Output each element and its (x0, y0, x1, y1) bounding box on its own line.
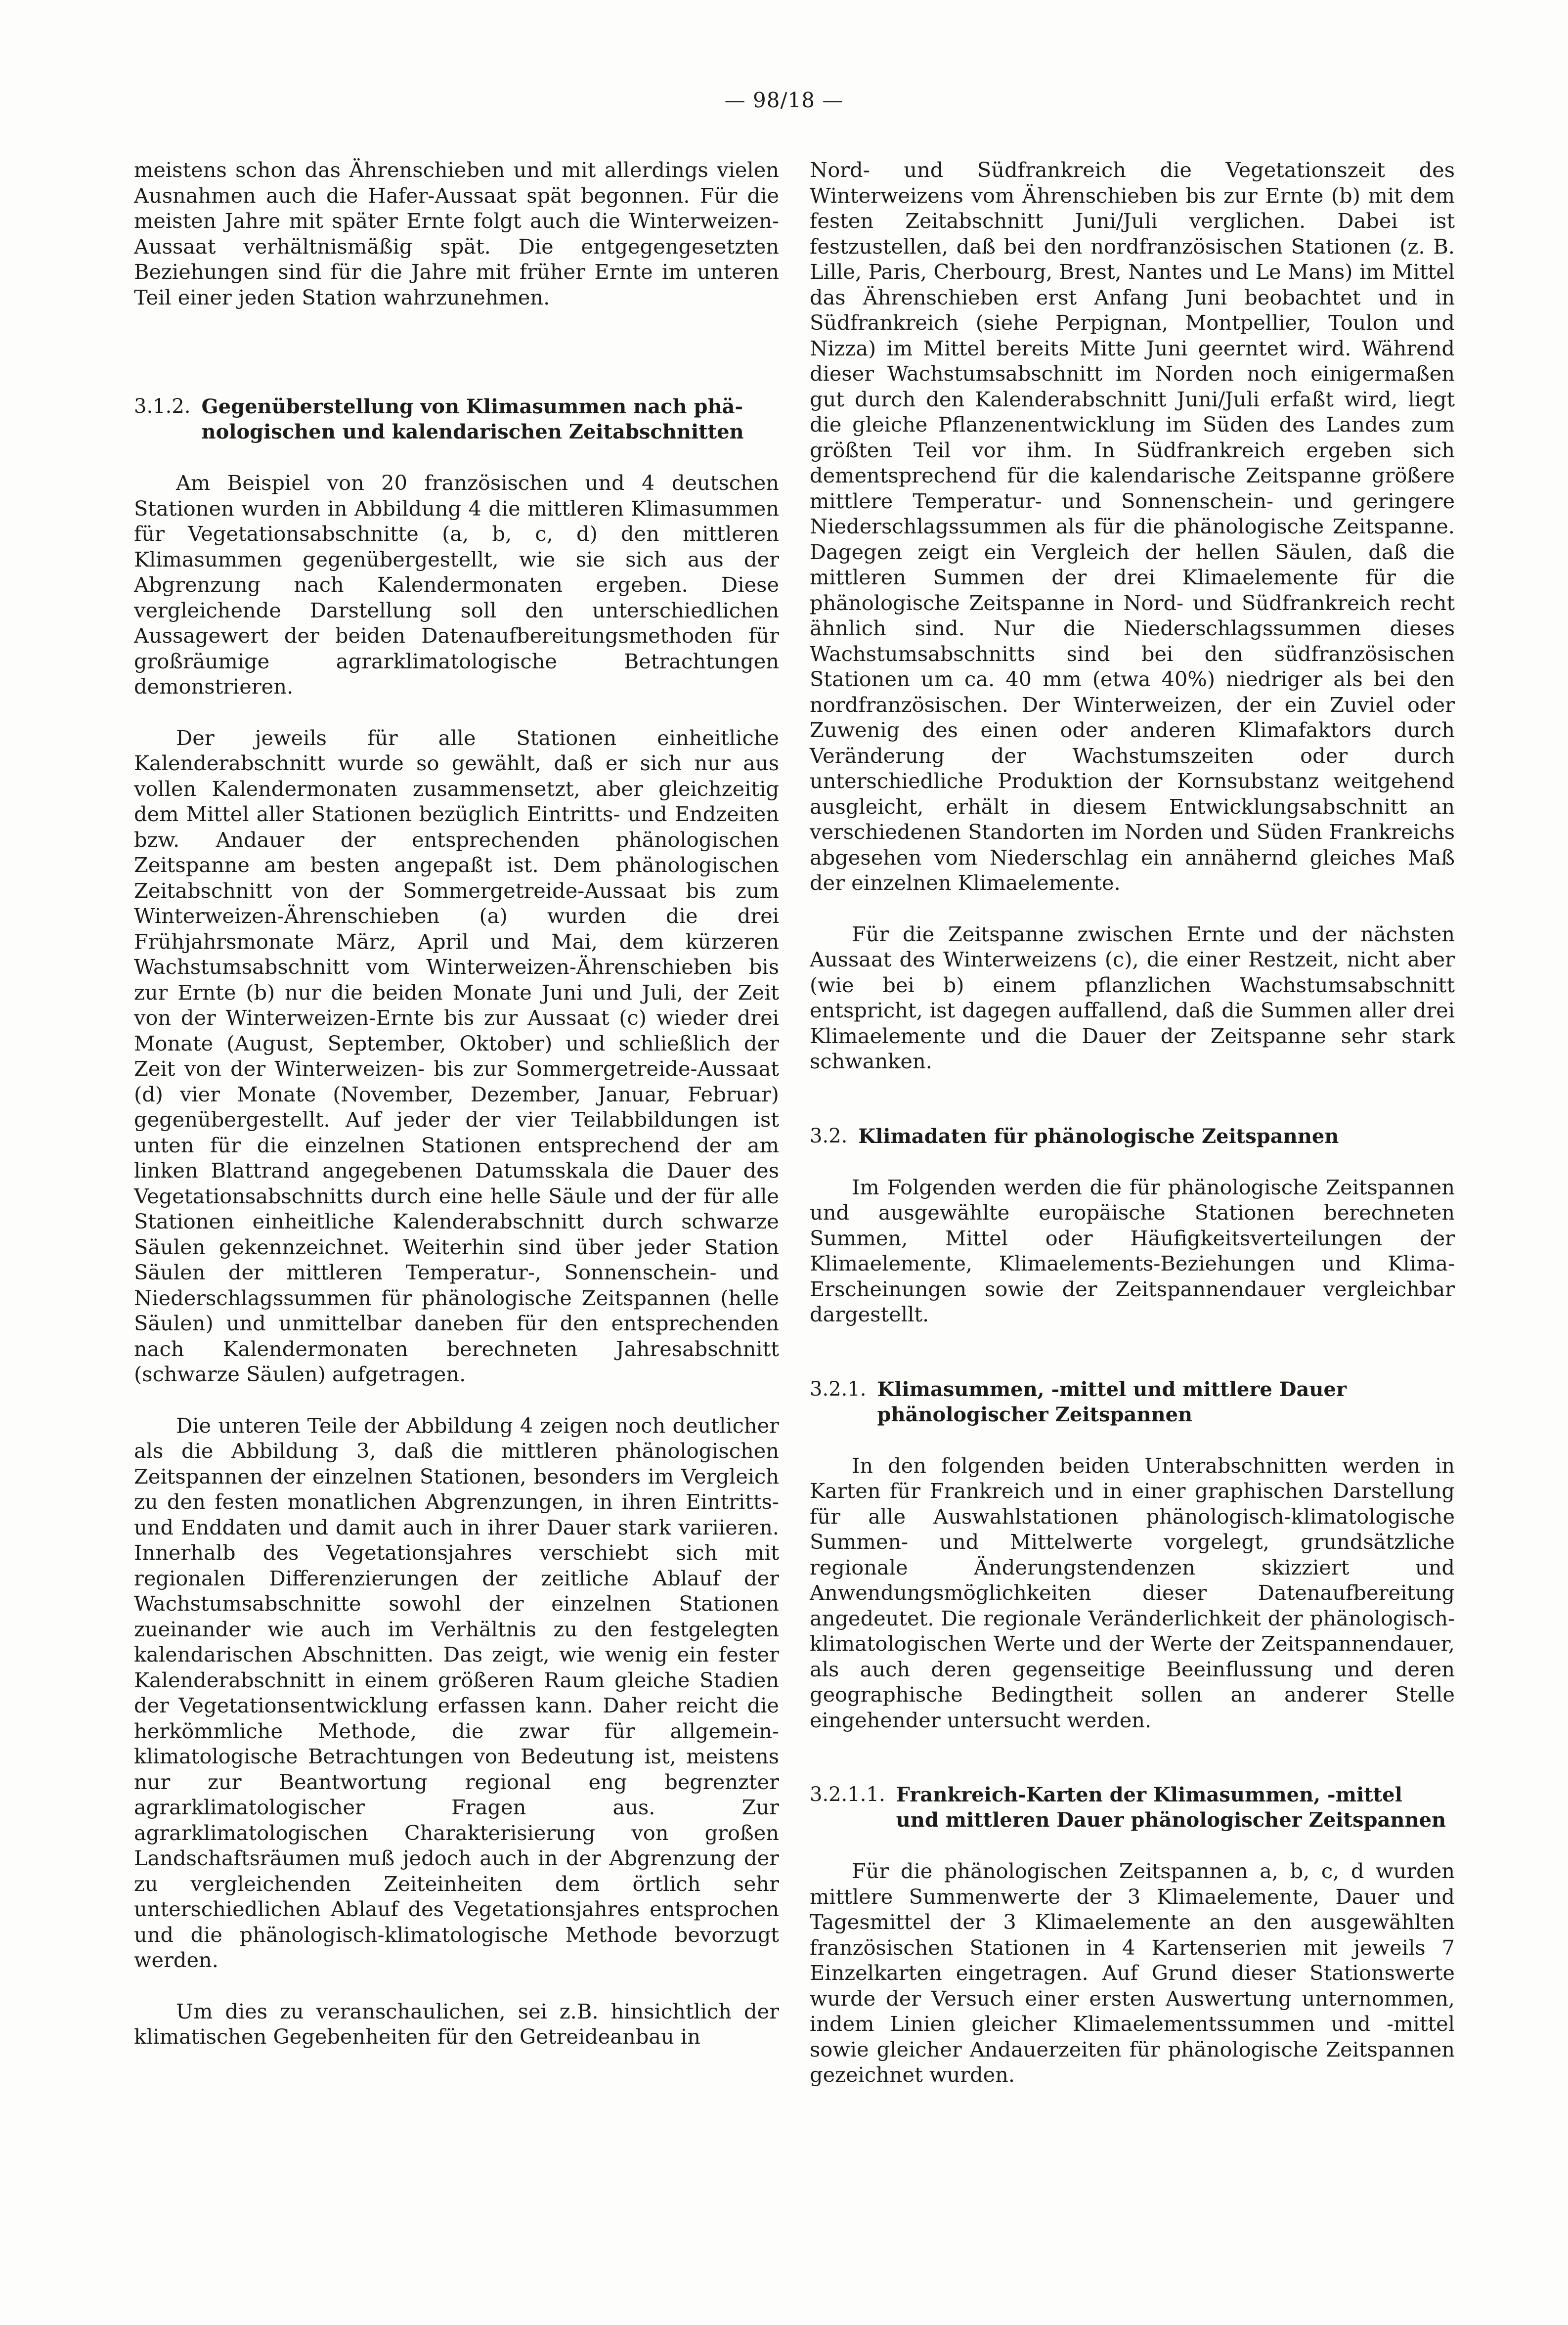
paragraph-intro: meistens schon das Ährenschieben und mit allerdings vielen Ausnahmen auch die Hafer-Aussaat spät begonnen. Für die meisten Jahre mit später Ernte folgt auch die Winterweizen-Aussaat verhältnismäßig spät. Die entgegengesetzten Beziehungen sind für die Jahre mit früher Ernte im unteren Teil einer jeden Station wahrzunehmen. (134, 158, 779, 309)
section-heading-3-1-2 (134, 394, 779, 444)
paragraph-1: Am Beispiel von 20 französischen und 4 deutschen Stationen wurden in Abbildung 4 die mittleren Klimasummen für Vegetationsabschnitte (a, b, c, d) den mittleren Klimasummen gegenübergestellt, wie sie sich aus der Abgrenzung nach Kalendermonaten ergeben. Diese vergleichende Darstellung soll den unterschiedlichen Aussagewert der beiden Datenaufbereitungsmethoden für großräumige agrarklimatologische Betrachtungen demonstrieren. (134, 471, 779, 699)
section-heading-3-2 (810, 1124, 1455, 1149)
section-title (896, 1782, 1455, 1833)
section-number: 3.2. (810, 1124, 848, 1147)
paragraph-4: Um dies zu veranschaulichen, sei z.B. hinsichtlich der klimatischen Gegebenheiten für den Getreideanbau in (134, 1999, 779, 2049)
section-title (202, 394, 780, 444)
section-title: Klimadaten für phänologische Zeitspannen (858, 1124, 1339, 1148)
paragraph-continuation: Nord- und Südfrankreich die Vegetationszeit des Winterweizens vom Ährenschieben bis zur Ernte (b) mit dem festen Zeitabschnitt Juni/Juli verglichen. Dabei ist festzustellen, daß bei den nordfranzösischen Stationen (z. B. Lille, Paris, Cherbourg, Brest, Nantes und Le Mans) im Mittel das Ährenschieben erst Anfang Juni beobachtet und in Südfrankreich (siehe Perpignan, Montpellier, Toulon und Nizza) im Mittel bereits Mitte Juni geerntet wird. Während dieser Wachstumsabschnitt im Norden noch einigermaßen gut durch den Kalenderabschnitt Juni/Juli erfaßt wird, liegt die gleiche Pflanzenentwicklung im Süden des Landes zum größten Teil vor ihm. In Südfrankreich ergeben sich dementsprechend für die kalendarische Zeitspanne größere mittlere Temperatur- und Sonnenschein- und geringere Niederschlagssummen als für die phänologische Zeitspanne. Dagegen zeigt ein Vergleich der hellen Säulen, daß die mittleren Summen der drei Klimaelemente für die phänologische Zeitspanne in Nord- und Südfrankreich recht ähnlich sind. Nur die Niederschlagssummen dieses Wachstumsabschnitts sind bei den südfranzösischen Stationen um ca. 40 mm (etwa 40%) niedriger als bei den nordfranzösischen. Der Winterweizen, der ein Zuviel oder Zuwenig des einen oder anderen Klimafaktors durch Veränderung der Wachstumszeiten oder durch unterschiedliche Produktion der Kornsubstanz weitgehend ausgleicht, erhält in diesem Entwicklungsabschnitt an verschiedenen Standorten im Norden und Süden Frankreichs abgesehen vom Niederschlag ein annähernd gleiches Maß der einzelnen Klimaelemente. (810, 158, 1455, 895)
paragraph-3-2: Im Folgenden werden die für phänologische Zeitspannen und ausgewählte europäische Stationen berechneten Summen, Mittel oder Häufigkeitsverteilungen der Klimaelemente, Klimaelements-Beziehungen und Klima-Erscheinungen sowie der Zeitspannendauer vergleichbar dargestellt. (810, 1175, 1455, 1326)
section-title-line-1: Frankreich-Karten der Klimasummen, -mittel (896, 1783, 1402, 1806)
section-title-line-2: und mittleren Dauer phänologischer Zeitspannen (896, 1808, 1446, 1832)
section-number: 3.2.1.1. (810, 1783, 885, 1806)
section-number: 3.2.1. (810, 1377, 867, 1401)
section-title-line-2: phänologischer Zeitspannen (877, 1403, 1193, 1426)
paragraph-3: Die unteren Teile der Abbildung 4 zeigen noch deutlicher als die Abbildung 3, daß die mittleren phänologischen Zeitspannen der einzelnen Stationen, besonders im Vergleich zu den festen monatlichen Abgrenzungen, in ihren Eintritts- und Enddaten und damit auch in ihrer Dauer stark variieren. Innerhalb des Vegetationsjahres verschiebt sich mit regionalen Differenzierungen der zeitliche Ablauf der Wachstumsabschnitte sowohl der einzelnen Stationen zueinander wie auch im Verhältnis zu den festgelegten kalendarischen Abschnitten. Das zeigt, wie wenig ein fester Kalenderabschnitt in einem größeren Raum gleiche Stadien der Vegetationsentwicklung erfassen kann. Daher reicht die herkömmliche Methode, die zwar für allgemein-klimatologische Betrachtungen von Bedeutung ist, meistens nur zur Beantwortung regional eng begrenzter agrarklimatologischer Fragen aus. Zur agrarklimatologischen Charakterisierung von großen Landschaftsräumen muß jedoch auch in der Abgrenzung der zu vergleichenden Zeiteinheiten dem örtlich sehr unterschiedlichen Ablauf des Vegetationsjahres entsprochen und die phänologisch-klimatologische Methode bevorzugt werden. (134, 1413, 779, 1972)
paragraph-2: Der jeweils für alle Stationen einheitliche Kalenderabschnitt wurde so gewählt, daß er sich nur aus vollen Kalendermonaten zusammensetzt, aber gleichzeitig dem Mittel aller Stationen bezüglich Eintritts- und Endzeiten bzw. Andauer der entsprechenden phänologischen Zeitspanne am besten angepaßt ist. Dem phänologischen Zeitabschnitt von der Sommergetreide-Aussaat bis zum Winterweizen-Ährenschieben (a) wurden die drei Frühjahrsmonate März, April und Mai, dem kürzeren Wachstumsabschnitt vom Winterweizen-Ährenschieben bis zur Ernte (b) nur die beiden Monate Juni und Juli, der Zeit von der Winterweizen-Ernte bis zur Aussaat (c) wieder drei Monate (August, September, Oktober) und schließlich der Zeit von der Winterweizen- bis zur Sommergetreide-Aussaat (d) vier Monate (November, Dezember, Januar, Februar) gegenübergestellt. Auf jeder der vier Teilabbildungen ist unten für die einzelnen Stationen entsprechend der am linken Blattrand angegebenen Datumsskala die Dauer des Vegetationsabschnitts durch eine helle Säule und der für alle Stationen einheitliche Kalenderabschnitt durch schwarze Säulen gekennzeichnet. Weiterhin sind über jeder Station Säulen der mittleren Temperatur-, Sonnenschein- und Niederschlagssummen für phänologische Zeitspannen (helle Säulen) und unmittelbar daneben für den entsprechenden nach Kalendermonaten berechneten Jahresabschnitt (schwarze Säulen) aufgetragen. (134, 725, 779, 1386)
paragraph-3-2-1: In den folgenden beiden Unterabschnitten werden in Karten für Frankreich und in einer graphischen Darstellung für alle Auswahlstationen phänologisch-klimatologische Summen- und Mittelwerte vorgelegt, grundsätzliche regionale Änderungstendenzen skizziert und Anwendungsmöglichkeiten dieser Datenaufbereitung angedeutet. Die regionale Veränderlichkeit der phänologisch-klimatologischen Werte und der Werte der Zeitspannendauer, als auch deren gegenseitige Beeinflussung und deren geographische Bedingtheit sollen an anderer Stelle eingehender untersucht werden. (810, 1453, 1455, 1732)
paragraph-zeitspanne: Für die Zeitspanne zwischen Ernte und der nächsten Aussaat des Winterweizens (c), die einer Restzeit, nicht aber (wie bei b) einem pflanzlichen Wachstumsabschnitt entspricht, ist dagegen auffallend, daß die Summen aller drei Klimaelemente und die Dauer der Zeitspanne sehr stark schwanken. (810, 921, 1455, 1073)
section-number: 3.1.2. (134, 395, 191, 418)
paragraph-3-2-1-1: Für die phänologischen Zeitspannen a, b, c, d wurden mittlere Summenwerte der 3 Klimaelemente, Dauer und Tagesmittel der 3 Klimaelemente an den ausgewählten französischen Stationen in 4 Kartenserien mit jeweils 7 Einzelkarten eingetragen. Auf Grund dieser Stationswerte wurde der Versuch einer ersten Auswertung unternommen, indem Linien gleicher Klimaelementssummen und -mittel sowie gleicher Andauerzeiten für phänologische Zeitspannen gezeichnet wurden. (810, 1859, 1455, 2087)
section-title-line-1: Klimasummen, -mittel und mittlere Dauer (877, 1377, 1347, 1401)
section-title-line-2: nologischen und kalendarischen Zeitabschnitten (201, 420, 744, 443)
section-heading-3-2-1 (810, 1377, 1455, 1427)
right-column (810, 157, 1455, 2088)
section-heading-3-2-1-1 (810, 1782, 1455, 1833)
left-column (134, 157, 779, 2050)
section-title (877, 1377, 1455, 1427)
page-number: — 98/18 — (724, 88, 844, 112)
section-title-line-1: Gegenüberstellung von Klimasummen nach phä- (201, 395, 743, 418)
